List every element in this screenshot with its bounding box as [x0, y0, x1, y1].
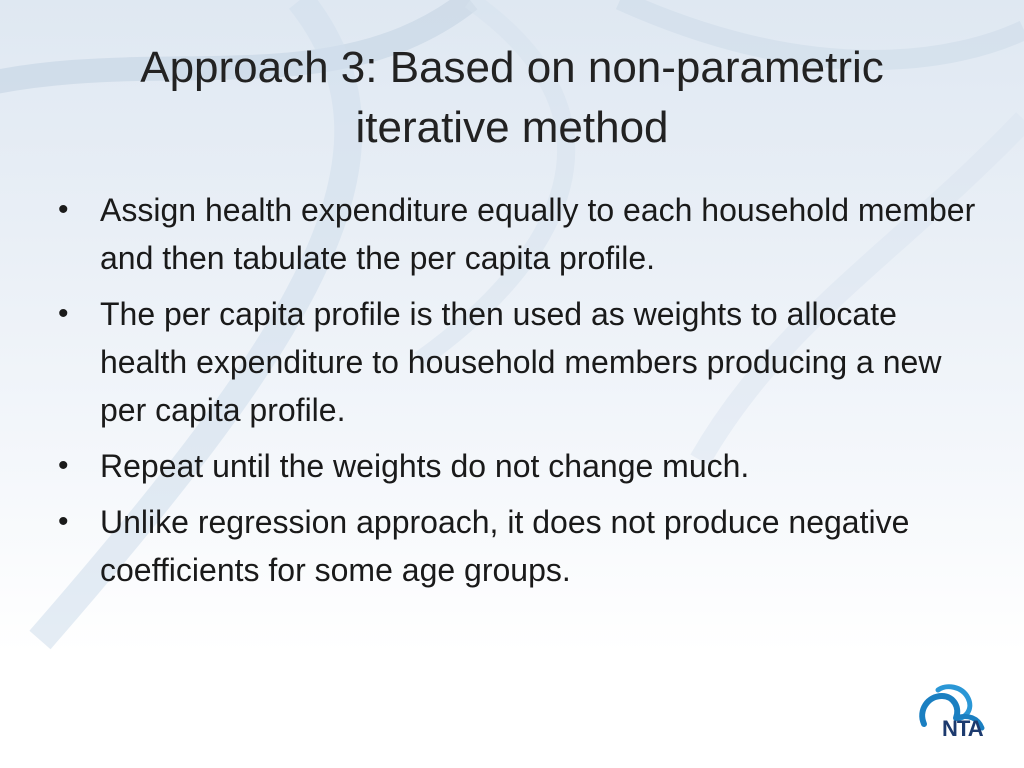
title-line-1: Approach 3: Based on non-parametric [140, 43, 884, 92]
bullet-text: Unlike regression approach, it does not produce negative coefficients for some age groups. [100, 504, 910, 588]
bullet-text: Assign health expenditure equally to each household member and then tabulate the per capita profile. [100, 192, 976, 276]
bullet-item [56, 186, 976, 282]
bullet-text: The per capita profile is then used as weights to allocate health expenditure to household members producing a new per capita profile. [100, 296, 942, 428]
logo-text: NTA [942, 716, 983, 741]
slide-title [60, 38, 964, 158]
bullet-item [56, 442, 976, 490]
bullet-marker: • [58, 449, 69, 482]
nta-logo [916, 684, 1000, 746]
bullet-item [56, 498, 976, 594]
bullet-item [56, 290, 976, 434]
bullet-list [56, 186, 976, 602]
bullet-marker: • [58, 505, 69, 538]
bullet-marker: • [58, 193, 69, 226]
title-line-2: iterative method [355, 103, 669, 152]
bullet-marker: • [58, 297, 69, 330]
bullet-text: Repeat until the weights do not change much. [100, 448, 750, 484]
